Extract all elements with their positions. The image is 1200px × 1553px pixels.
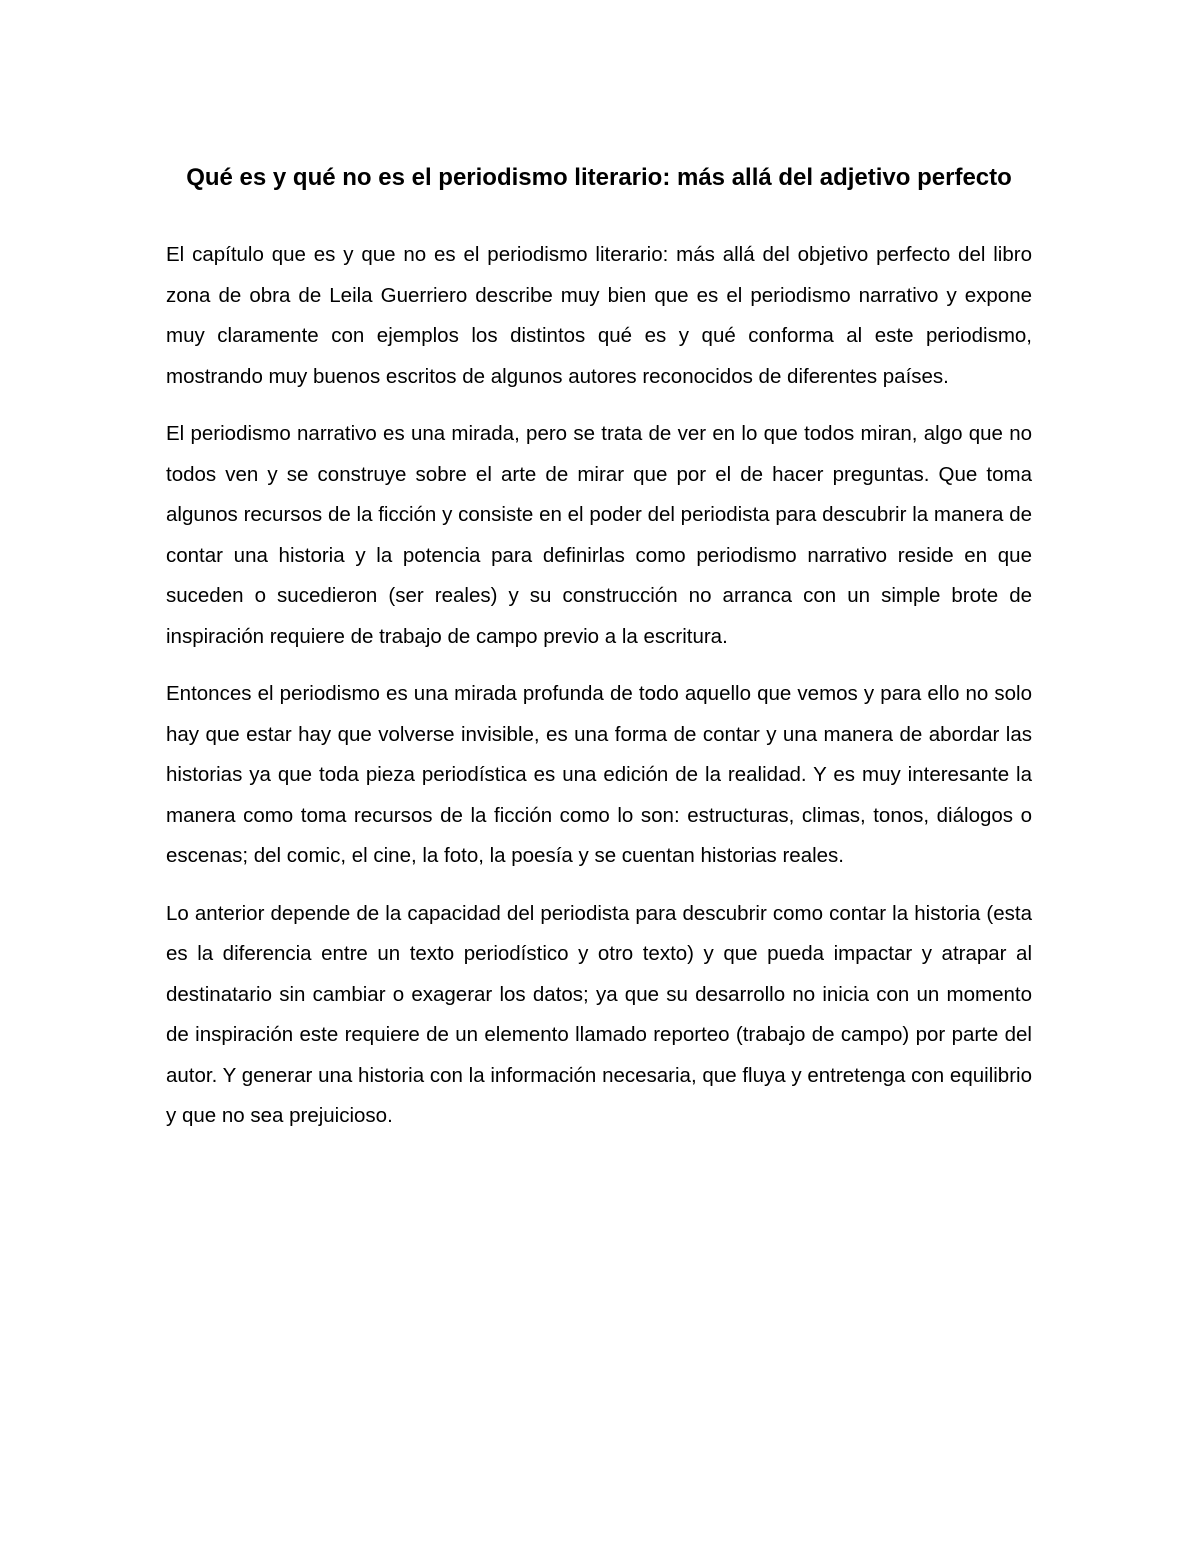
document-title: Qué es y qué no es el periodismo literario: más allá del adjetivo perfecto [186, 164, 1012, 191]
document-body [166, 160, 1032, 1154]
paragraph-2: El periodismo narrativo es una mirada, pero se trata de ver en lo que todos miran, algo que no todos ven y se construye sobre el arte de mirar que por el de hacer preguntas. Que toma algunos recursos de la ficción y consiste en el poder del periodista para descubrir la manera de contar una historia y la potencia para definirlas como periodismo narrativo reside en que suceden o sucedieron (ser reales) y su construcción no arranca con un simple brote de inspiración requiere de trabajo de campo previo a la escritura. [166, 422, 1032, 648]
paragraph-4: Lo anterior depende de la capacidad del periodista para descubrir como contar la historia (esta es la diferencia entre un texto periodístico y otro texto) y que pueda impactar y atrapar al destinatario sin cambiar o exagerar los datos; ya que su desarrollo no inicia con un momento de inspiración este requiere de un elemento llamado reporteo (trabajo de campo) por parte del autor. Y generar una historia con la información necesaria, que fluya y entretenga con equilibrio y que no sea prejuicioso. [166, 901, 1032, 1127]
paragraph-1: El capítulo que es y que no es el periodismo literario: más allá del objetivo perfecto del libro zona de obra de Leila Guerriero describe muy bien que es el periodismo narrativo y expone muy claramente con ejemplos los distintos qué es y qué conforma al este periodismo, mostrando muy buenos escritos de algunos autores reconocidos de diferentes países. [166, 243, 1032, 388]
paragraph-3: Entonces el periodismo es una mirada profunda de todo aquello que vemos y para ello no solo hay que estar hay que volverse invisible, es una forma de contar y una manera de abordar las historias ya que toda pieza periodística es una edición de la realidad. Y es muy interesante la manera como toma recursos de la ficción como lo son: estructuras, climas, tonos, diálogos o escenas; del comic, el cine, la foto, la poesía y se cuentan historias reales. [166, 682, 1032, 867]
